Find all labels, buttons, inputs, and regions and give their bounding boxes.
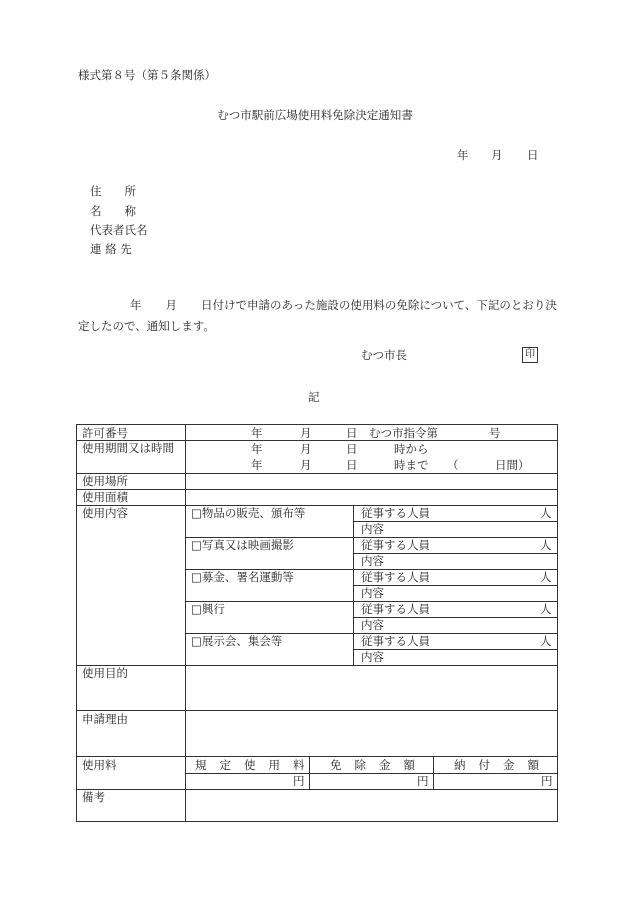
remarks-label: 備考 <box>82 790 105 804</box>
details-table <box>76 424 558 822</box>
content-item-fundraising: □募金、署名運動等 <box>191 570 294 584</box>
ki-heading: 記 <box>308 390 320 404</box>
date-month: 月 <box>491 148 503 162</box>
to-month: 月 <box>300 458 312 472</box>
reason-label: 申請理由 <box>82 712 128 726</box>
detail-label: 内容 <box>361 650 384 664</box>
staff-label: 従事する人員 <box>361 634 430 648</box>
staff-label: 従事する人員 <box>361 506 430 520</box>
content-item-exhibition: □展示会、集会等 <box>191 634 283 648</box>
representative-label: 代表者氏名 <box>90 223 148 237</box>
yen-regular: 円 <box>293 774 305 788</box>
to-year: 年 <box>251 458 263 472</box>
notice-body <box>78 295 562 337</box>
detail-label: 内容 <box>361 586 384 600</box>
detail-label: 内容 <box>361 554 384 568</box>
staff-label: 従事する人員 <box>361 538 430 552</box>
permit-month: 月 <box>300 426 312 440</box>
content-item-performance: □興行 <box>191 602 225 616</box>
detail-label: 内容 <box>361 522 384 536</box>
staff-label: 従事する人員 <box>361 570 430 584</box>
permit-designation: むつ市指令第 <box>369 426 438 440</box>
fee-regular-label: 規定使用料 <box>195 758 318 772</box>
contact-label: 連 絡 先 <box>90 242 132 256</box>
days-open-paren: （ <box>447 458 459 472</box>
permit-number-label: 許可番号 <box>82 426 128 440</box>
purpose-label: 使用目的 <box>82 666 128 680</box>
person-unit: 人 <box>540 602 552 616</box>
permit-day: 日 <box>346 426 358 440</box>
document-title: むつ市駅前広場使用料免除決定通知書 <box>217 108 413 122</box>
fee-pay-label: 納付金額 <box>454 758 552 772</box>
address-label: 住 所 <box>90 184 136 198</box>
permit-go: 号 <box>489 426 501 440</box>
area-label: 使用面積 <box>82 490 128 504</box>
from-time: 時から <box>394 442 429 456</box>
person-unit: 人 <box>540 634 552 648</box>
name-label: 名 称 <box>90 204 136 218</box>
content-item-filming: □写真又は映画撮影 <box>191 538 294 552</box>
detail-label: 内容 <box>361 618 384 632</box>
period-label: 使用期間又は時間 <box>82 441 174 455</box>
person-unit: 人 <box>540 506 552 520</box>
content-label: 使用内容 <box>82 506 128 520</box>
fee-label: 使用料 <box>82 758 117 772</box>
date-year: 年 <box>457 148 469 162</box>
from-year: 年 <box>251 442 263 456</box>
staff-label: 従事する人員 <box>361 602 430 616</box>
to-time: 時まで <box>394 458 429 472</box>
signer-name: むつ市長 <box>361 348 407 362</box>
form-number: 様式第８号（第５条関係） <box>78 68 216 82</box>
body-text: 日付けで申請のあった施設の使用料の免除について、下記のとおり決定したので、通知します。 <box>78 298 557 333</box>
body-month: 月 <box>165 298 177 312</box>
to-day: 日 <box>346 458 358 472</box>
yen-pay: 円 <box>541 774 553 788</box>
yen-exempt: 円 <box>417 774 429 788</box>
seal-box: 印 <box>522 347 538 363</box>
person-unit: 人 <box>540 570 552 584</box>
days-close: 日間） <box>495 458 530 472</box>
date-day: 日 <box>527 148 539 162</box>
fee-exempt-label: 免除金額 <box>330 758 428 772</box>
person-unit: 人 <box>540 538 552 552</box>
from-day: 日 <box>346 442 358 456</box>
body-year: 年 <box>130 298 142 312</box>
permit-year: 年 <box>251 426 263 440</box>
place-label: 使用場所 <box>82 474 128 488</box>
from-month: 月 <box>300 442 312 456</box>
content-item-sales: □物品の販売、頒布等 <box>191 506 306 520</box>
